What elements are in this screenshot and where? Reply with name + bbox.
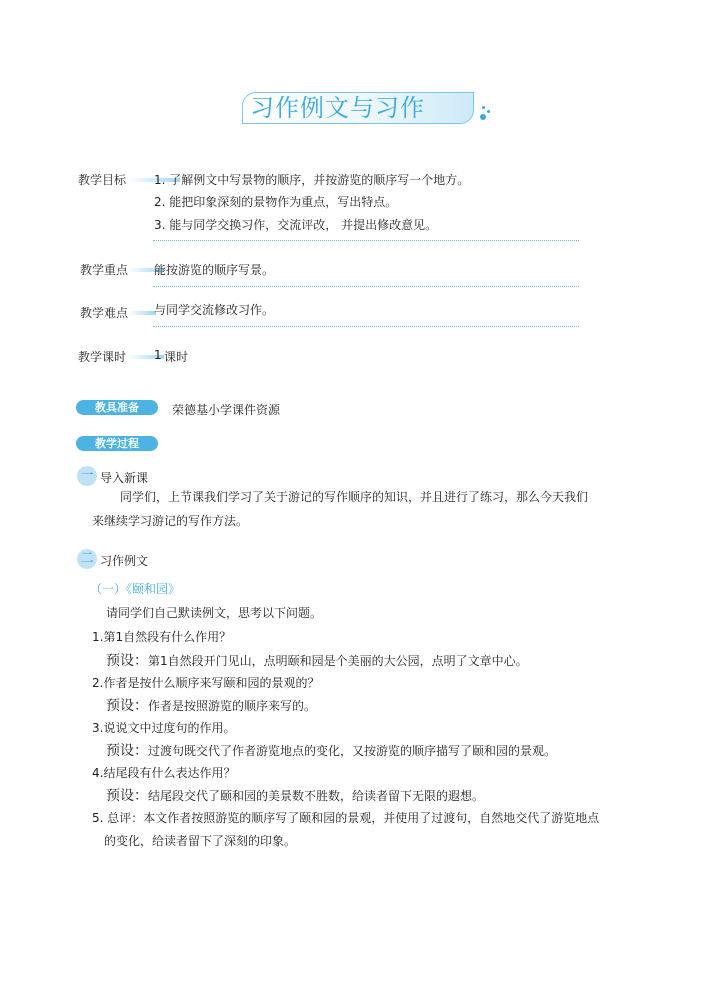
intro-text: 请同学们自己默读例文，思考以下问题。 bbox=[106, 606, 323, 620]
question: 4.结尾段有什么表达作用？ bbox=[92, 766, 236, 780]
divider bbox=[153, 286, 579, 287]
answer-text: 作者是按照游览的顺序来写的。 bbox=[148, 699, 317, 713]
goal-item: 1. 了解例文中写景物的顺序，并按游览的顺序写一个地方。 bbox=[154, 173, 470, 187]
question: 1.第1自然段有什么作用？ bbox=[92, 630, 232, 644]
answer-text: 结尾段交代了颐和园的美景数不胜数，给读者留下无限的遐想。 bbox=[148, 789, 485, 803]
answer bbox=[106, 697, 316, 715]
divider bbox=[153, 326, 579, 327]
goal-item: 3. 能与同学交换习作，交流评改， 并提出修改意见。 bbox=[154, 218, 438, 232]
key-point: 能按游览的顺序写景。 bbox=[154, 263, 275, 277]
paragraph-line: 来继续学习游记的写作方法。 bbox=[92, 514, 249, 528]
answer bbox=[106, 652, 528, 670]
section-number-1: 一 bbox=[77, 466, 97, 486]
answer-label: 预设： bbox=[106, 743, 148, 759]
tools-tag: 教具准备 bbox=[76, 400, 158, 415]
answer-label: 预设： bbox=[106, 788, 148, 804]
answer-label: 预设： bbox=[106, 698, 148, 714]
question: 3.说说文中过度句的作用。 bbox=[92, 721, 236, 735]
difficulty-label: 教学难点 bbox=[80, 306, 129, 320]
subsection-title: （一）《颐和园》 bbox=[90, 582, 181, 596]
goal-item: 2. 能把印象深刻的景物作为重点，写出特点。 bbox=[154, 195, 398, 209]
answer bbox=[106, 787, 484, 805]
dots-decoration-icon bbox=[478, 106, 492, 122]
question: 2.作者是按什么顺序来写颐和园的景观的？ bbox=[92, 676, 320, 690]
answer-text: 第1自然段开门见山，点明颐和园是个美丽的大公园，点明了文章中心。 bbox=[148, 654, 528, 668]
goals-label: 教学目标 bbox=[78, 173, 127, 187]
hours-label: 教学课时 bbox=[78, 350, 127, 364]
difficulty-bar bbox=[128, 311, 156, 315]
hours-number: 1 bbox=[154, 348, 162, 362]
summary-line: 5. 总评：本文作者按照游览的顺序写了颐和园的景观，并使用了过渡句，自然地交代了游览地点 bbox=[92, 811, 600, 825]
summary-line: 的变化，给读者留下了深刻的印象。 bbox=[104, 834, 297, 848]
section-title: 习作例文 bbox=[100, 554, 149, 568]
key-label: 教学重点 bbox=[80, 263, 129, 277]
hours-unit: 课时 bbox=[164, 350, 189, 364]
answer bbox=[106, 742, 556, 760]
difficulty-point: 与同学交流修改习作。 bbox=[154, 303, 275, 317]
process-tag: 教学过程 bbox=[76, 436, 158, 451]
answer-text: 过渡句既交代了作者游览地点的变化，又按游览的顺序描写了颐和园的景观。 bbox=[148, 744, 557, 758]
page-title: 习作例文与习作 bbox=[250, 94, 425, 122]
paragraph-line: 同学们，上节课我们学习了关于游记的写作顺序的知识，并且进行了练习，那么今天我们 bbox=[120, 490, 589, 504]
answer-label: 预设： bbox=[106, 653, 148, 669]
divider bbox=[153, 240, 579, 241]
tools-value: 荣德基小学课件资源 bbox=[172, 403, 281, 417]
section-number-2: 二 bbox=[77, 549, 97, 569]
section-title: 导入新课 bbox=[100, 471, 149, 485]
